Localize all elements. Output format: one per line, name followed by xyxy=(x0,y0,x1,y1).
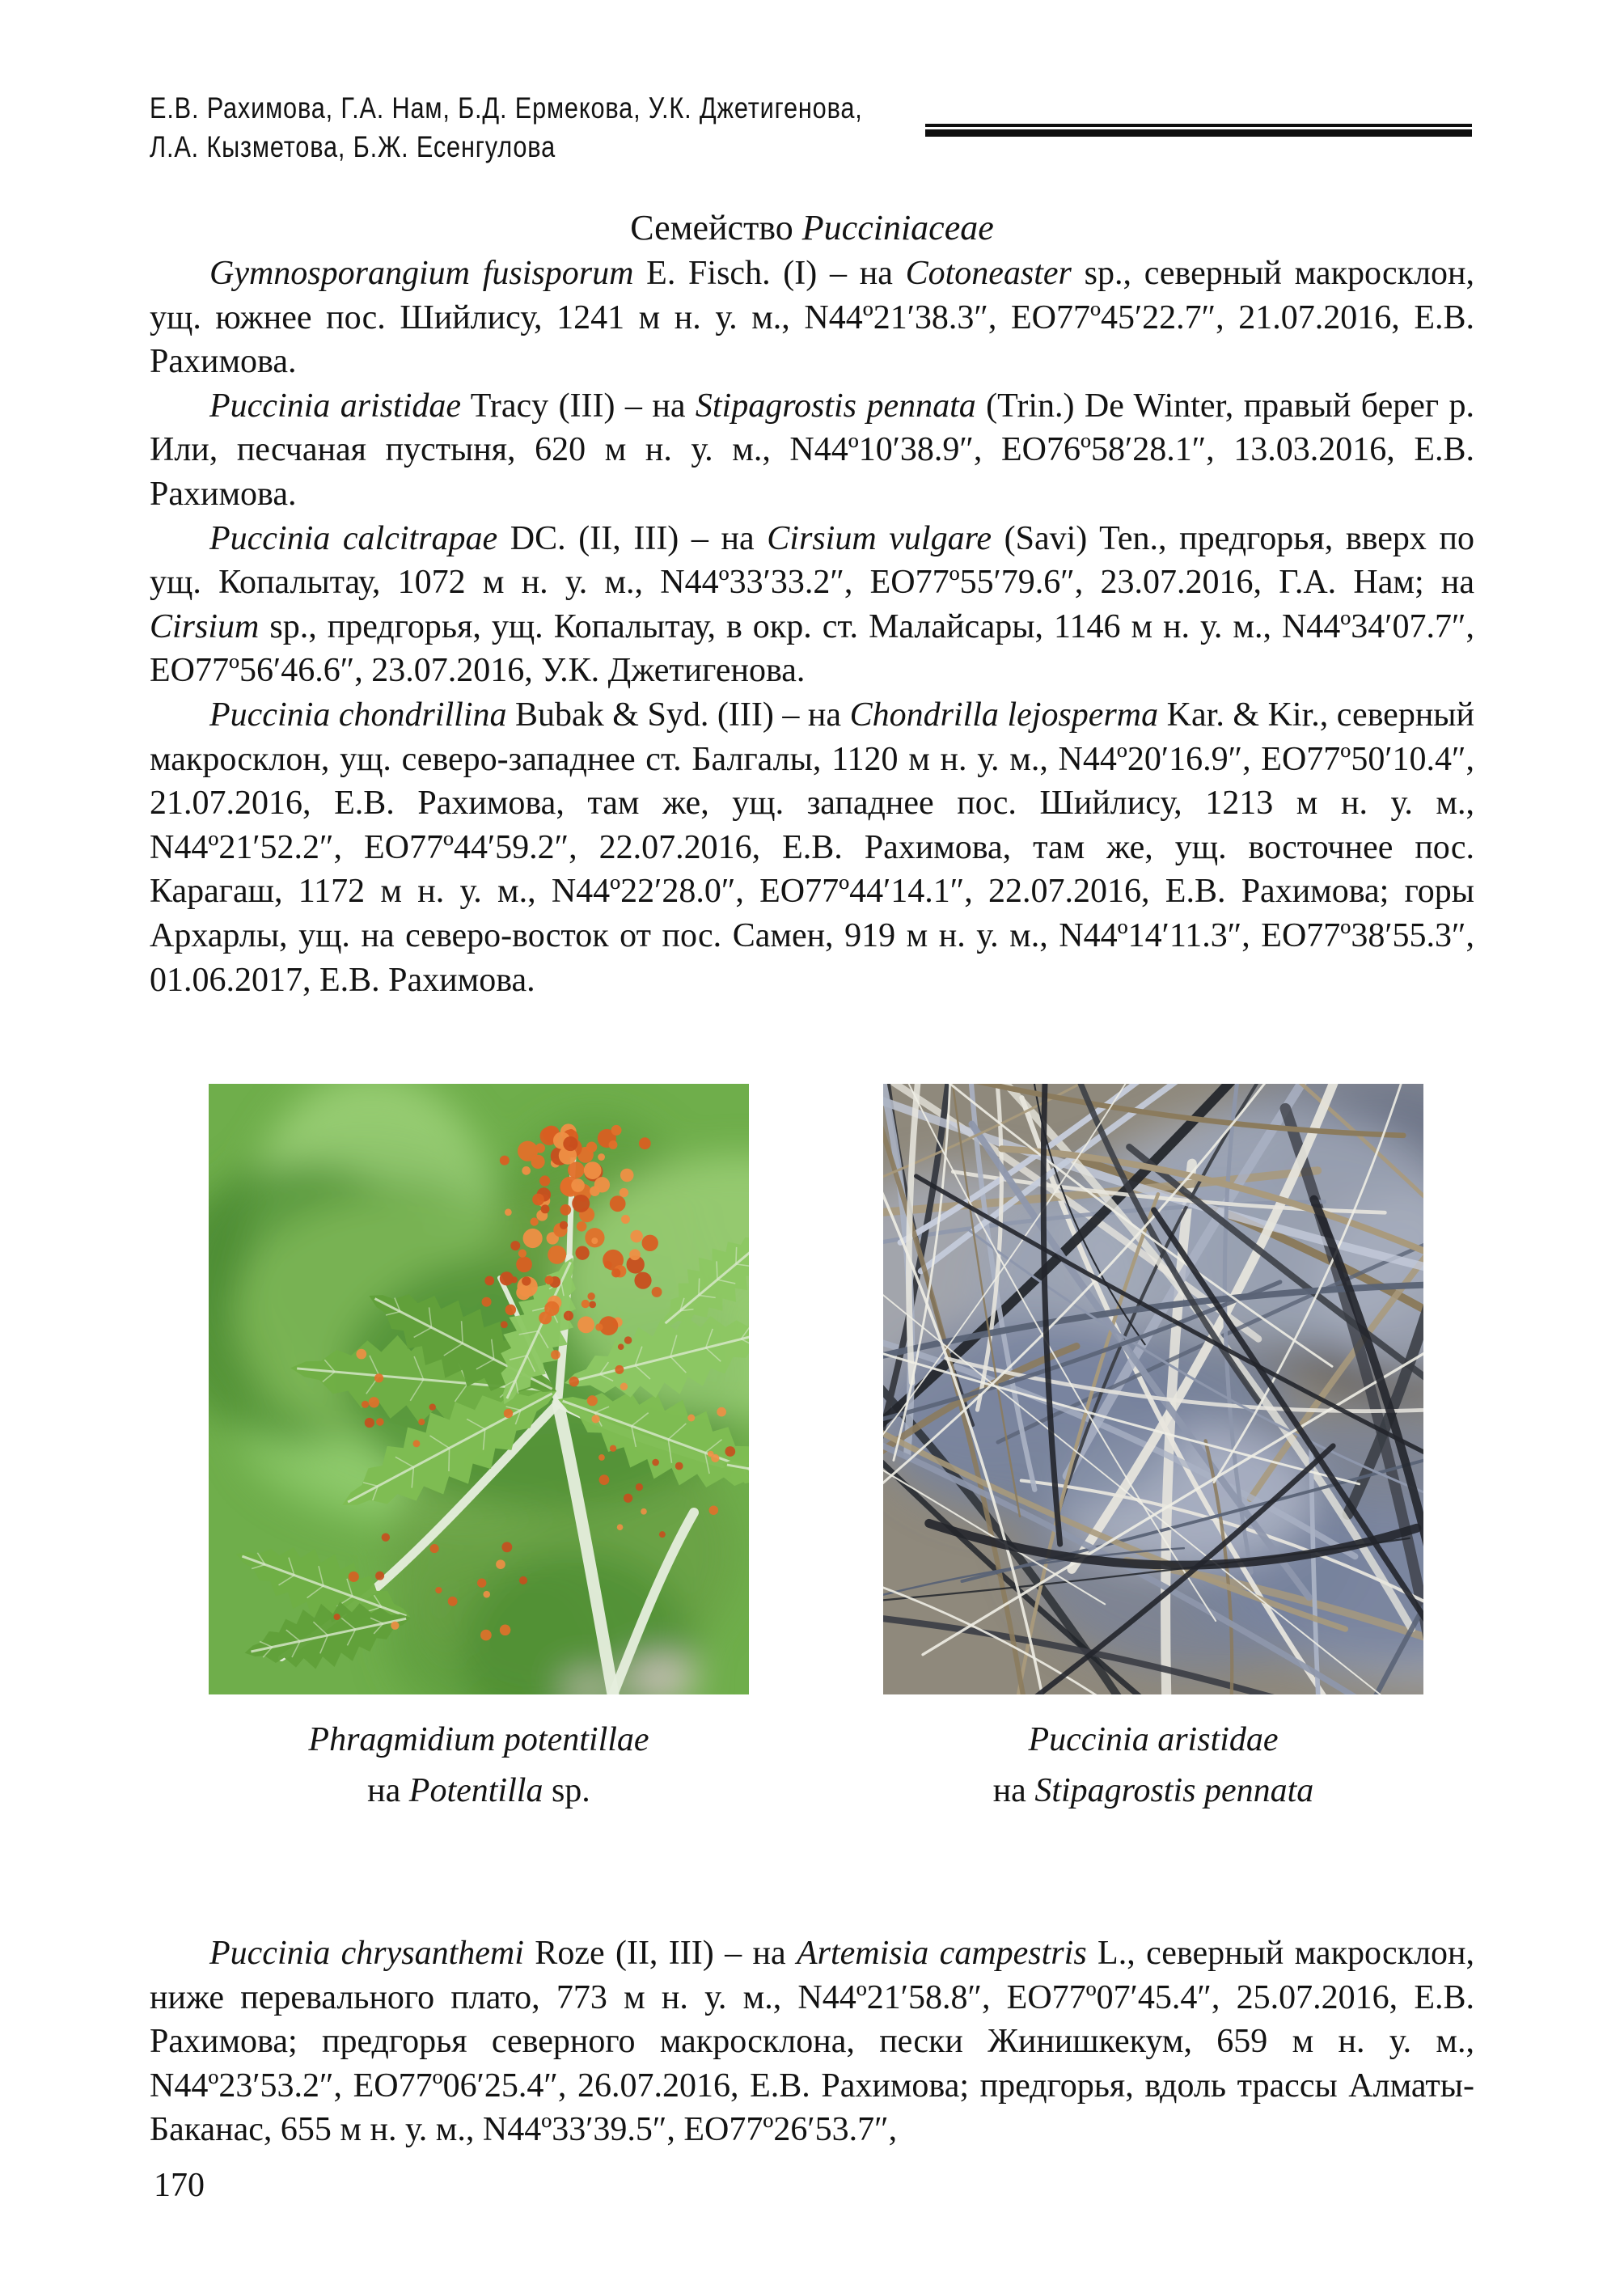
caption-host-line: на Stipagrostis pennata xyxy=(992,1772,1314,1809)
figure-right xyxy=(883,1084,1423,1694)
page-header-authors xyxy=(150,89,863,167)
figure-caption-right xyxy=(883,1715,1423,1817)
body-text-upper xyxy=(150,252,1474,1002)
section-title-word: Семейство xyxy=(630,208,802,247)
photo-puccinia-on-stipagrostis xyxy=(883,1084,1423,1694)
paragraph: Puccinia calcitrapae DC. (II, III) – на Cirsium vulgare (Savi) Ten., предгорья, вверх по ущ. Копалытау, 1072 м н. у. м., N44º33′33.2″, ЕО77º55′79.6″, 23.07.2016, Г.А. Нам; на Cirsium sp., предгорья, ущ. Копалытау, в окр. ст. Малайсары, 1146 м н. у. м., N44º34′07.7″, ЕО77º56′46.6″, 23.07.2016, У.К. Джетигенова. xyxy=(150,519,1474,690)
caption-host-line: на Potentilla sp. xyxy=(367,1772,590,1809)
authors-line-2: Л.А. Кызметова, Б.Ж. Есенгулова xyxy=(150,130,556,163)
figure-left xyxy=(209,1084,749,1694)
section-title-family-name: Pucciniaceae xyxy=(801,208,994,247)
paragraph: Puccinia chondrillina Bubak & Syd. (III) – на Chondrilla lejosperma Kar. & Kir., северный макросклон, ущ. северо-западнее ст. Балгалы, 1120 м н. у. м., N44º20′16.9″, ЕО77º50′10.4″, 21.07.2016, Е.В. Рахимова, там же, ущ. западнее пос. Шийлису, 1213 м н. у. м., N44º21′52.2″, ЕО77º44′59.2″, 22.07.2016, Е.В. Рахимова, там же, ущ. восточнее пос. Карагаш, 1172 м н. у. м., N44º22′28.0″, ЕО77º44′14.1″, 22.07.2016, Е.В. Рахимова; горы Архарлы, ущ. на северо-восток от пос. Самен, 919 м н. у. м., N44º14′11.3″, ЕО77º38′55.3″, 01.06.2017, Е.В. Рахимова. xyxy=(150,696,1474,999)
header-rule-thick-line xyxy=(925,129,1472,137)
paragraph: Puccinia aristidae Tracy (III) – на Stipagrostis pennata (Trin.) De Winter, правый берег р. Или, песчаная пустыня, 620 м н. у. м., N44º10′38.9″, ЕО76º58′28.1″, 13.03.2016, Е.В. Рахимова. xyxy=(150,387,1475,513)
paragraph: Gymnosporangium fusisporum E. Fisch. (I) – на Cotoneaster sp., северный макросклон, ущ. южнее пос. Шийлису, 1241 м н. у. м., N44º21′38.3″, ЕО77º45′22.7″, 21.07.2016, Е.В. Рахимова. xyxy=(150,255,1475,381)
caption-species-line: Puccinia aristidae xyxy=(1028,1721,1279,1758)
paragraph: Puccinia chrysanthemi Roze (II, III) – на Artemisia campestris L., северный макросклон, ниже перевального плато, 773 м н. у. м., N44º21′58.8″, ЕО77º07′45.4″, 25.07.2016, Е.В. Рахимова; предгорья северного макросклона, пески Жинишкекум, 659 м н. у. м., N44º23′53.2″, ЕО77º06′25.4″, 26.07.2016, Е.В. Рахимова; предгорья, вдоль трассы Алматы-Баканас, 655 м н. у. м., N44º33′39.5″, ЕО77º26′53.7″, xyxy=(150,1935,1474,2149)
section-title xyxy=(150,207,1474,249)
caption-species-line: Phragmidium potentillae xyxy=(308,1721,649,1758)
authors-line-1: Е.В. Рахимова, Г.А. Нам, Б.Д. Ермекова, У.К. Джетигенова, xyxy=(150,91,863,125)
header-rule xyxy=(925,124,1472,137)
body-text-lower xyxy=(150,1931,1474,2152)
page-number: 170 xyxy=(154,2167,205,2204)
photo-phragmidium-on-potentilla xyxy=(209,1084,749,1694)
figure-caption-left xyxy=(209,1715,749,1817)
